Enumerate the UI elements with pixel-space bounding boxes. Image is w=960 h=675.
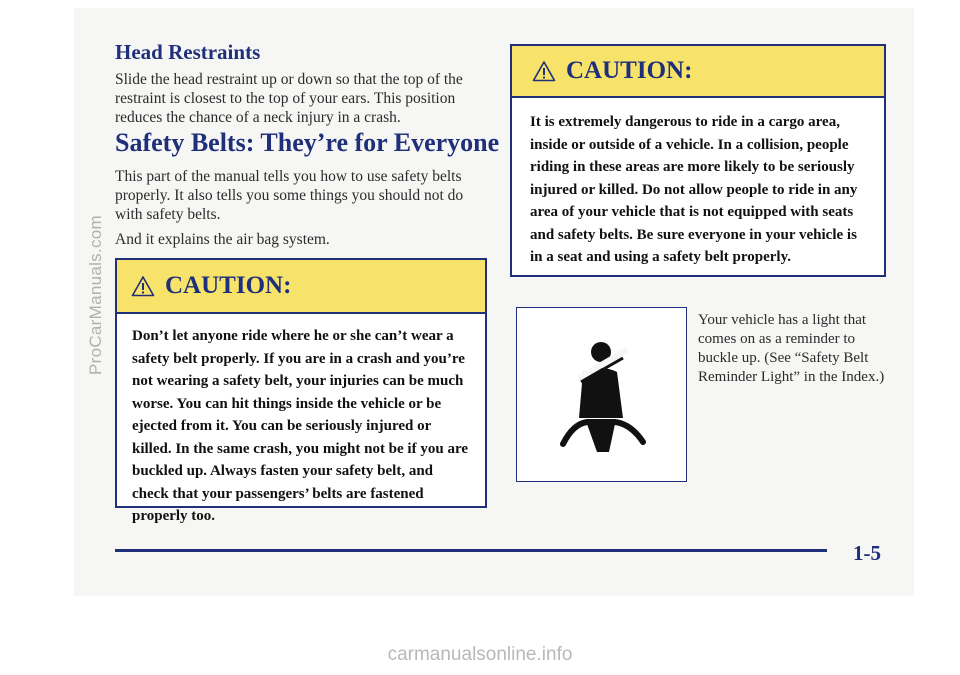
caution-header-left [117, 260, 485, 314]
warning-triangle-icon [131, 275, 155, 297]
watermark-bottom: carmanualsonline.info [387, 644, 573, 665]
caution-title-left: CAUTION: [165, 272, 292, 299]
section-heading-head-restraints: Head Restraints [115, 40, 261, 64]
head-restraints-paragraph: Slide the head restraint up or down so that the top of the restraint is closest to the top of your ears. This position reduces the chance of a neck injury in a crash. [115, 71, 463, 126]
seat-belt-reminder-figure [516, 307, 687, 482]
caution-header-right [512, 46, 884, 98]
safety-belts-paragraph: This part of the manual tells you how to use safety belts properly. It also tells you some things you should not do with safety belts. [115, 168, 464, 223]
reminder-light-paragraph: Your vehicle has a light that comes on as a reminder to buckle up. (See “Safety Belt Reminder Light” in the Index.) [698, 312, 885, 385]
watermark-side [86, 10, 106, 580]
caution-box-right [510, 44, 886, 277]
caution-text-left: Don’t let anyone ride where he or she can’t wear a safety belt properly. If you are in a crash and you’re not wearing a safety belt, your injuries can be much worse. You can hit things inside the vehicle or be ejected from it. You can be seriously injured or killed. In the same crash, you might not be if you are buckled up. Always fasten your safety belt, and check that your passengers’ belts are fastened properly too. [132, 328, 468, 524]
page-number: 1-5 [853, 541, 881, 565]
footer-rule [115, 549, 827, 552]
caution-box-left [115, 258, 487, 524]
caution-text-right: It is extremely dangerous to ride in a cargo area, inside or outside of a vehicle. In a collision, people riding in these areas are more likely to be seriously injured or killed. Do not allow people to ride in any area of your vehicle that is not equipped with seats and safety belts. Be sure everyone in your vehicle is in a seat and using a safety belt properly. [530, 114, 858, 265]
warning-triangle-icon [532, 60, 556, 82]
watermark-side-text: ProCarManuals.com [86, 214, 106, 376]
section-heading-safety-belts: Safety Belts: They’re for Everyone [115, 128, 500, 157]
air-bag-paragraph: And it explains the air bag system. [115, 231, 330, 248]
caution-title-right: CAUTION: [566, 57, 693, 84]
seat-belt-icon [557, 338, 649, 458]
